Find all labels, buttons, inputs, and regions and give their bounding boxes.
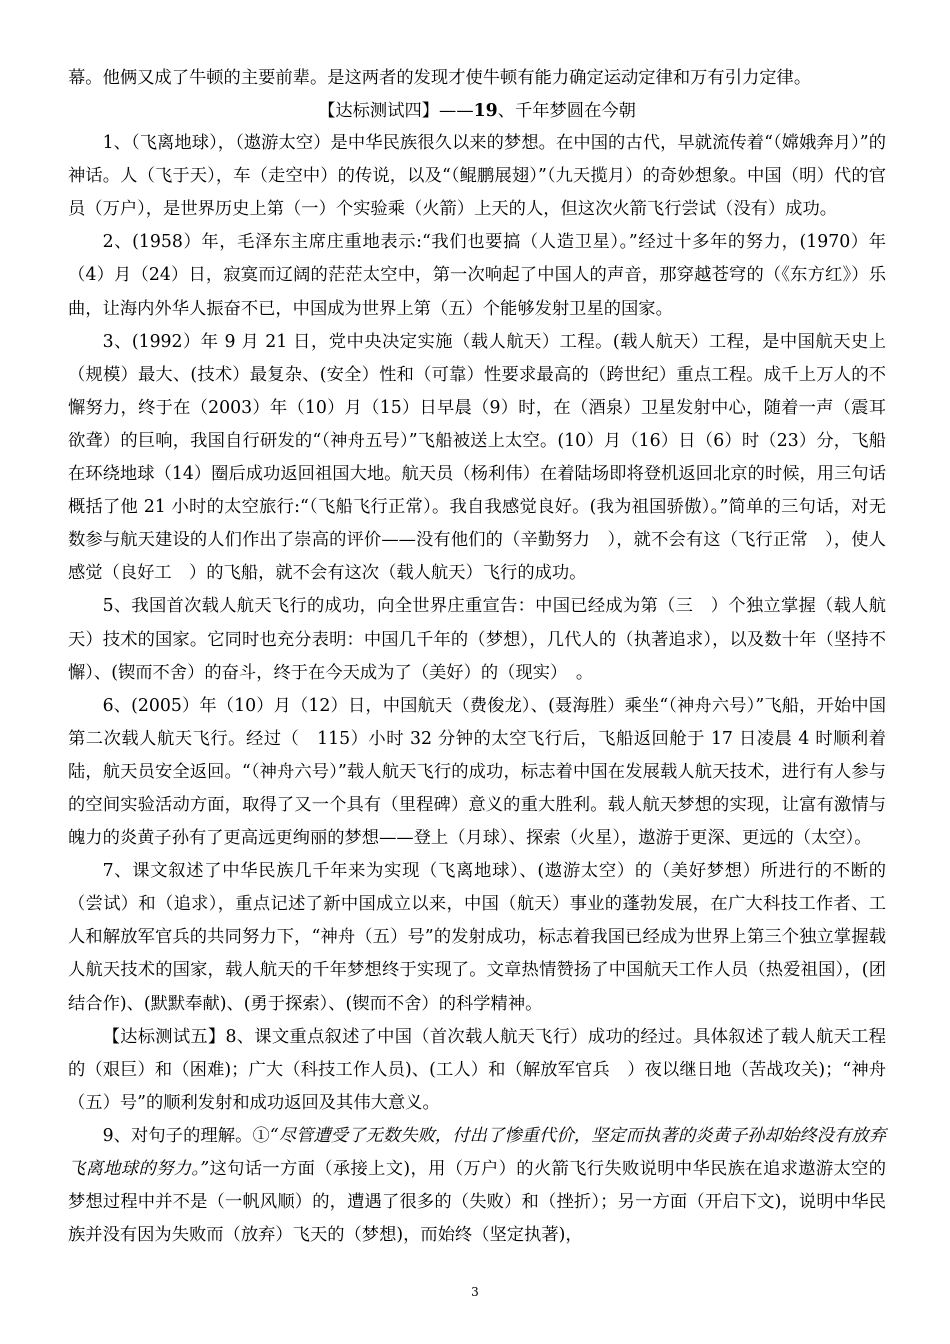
document-body xyxy=(68,62,886,1252)
paragraph-9 xyxy=(68,1120,886,1252)
title-bracket: 【达标测试四】 xyxy=(318,101,440,122)
paragraph-8: 【达标测试五】8、课文重点叙述了中国（首次载人航天飞行）成功的经过。具体叙述了载人航天工程的（艰巨）和（困难)；广大（科技工作人员)、(工人）和（解放军官兵 ）夜以继日地（苦战攻关)；“神舟（五）号”的顺利发射和成功返回及其伟大意义。 xyxy=(68,1026,886,1113)
paragraph-7: 7、课文叙述了中华民族几千年来为实现（飞离地球）、(遨游太空）的（美好梦想）所进行的不断的（尝试）和（追求），重点记述了新中国成立以来，中国（航天）事业的蓬勃发展，在广大科技工作者、工人和解放军官兵的共同努力下，“神舟（五）号”的发射成功，标志着我国已经成为世界上第三个独立掌握载人航天技术的国家，载人航天的千年梦想终于实现了。文章热情赞扬了中国航天工作人员（热爱祖国），(团结合作)、(默默奉献)、(勇于探索）、(锲而不舍）的科学精神。 xyxy=(68,861,886,1014)
title-dash: —— xyxy=(439,101,474,122)
paragraph-2: 2、(1958）年，毛泽东主席庄重地表示:“我们也要搞（人造卫星）。”经过十多年的努力，(1970）年（4）月（24）日，寂寞而辽阔的茫茫太空中，第一次响起了中国人的声音，那穿越苍穹的（《东方红》）乐曲，让海内外华人振奋不已，中国成为世界上第（五）个能够发射卫星的国家。 xyxy=(68,232,886,319)
page-number: 3 xyxy=(471,1285,479,1299)
paragraph-9-quote: “尽管遭受了无数失败，付出了惨重代价，坚定而执著的炎黄子孙却始终没有放弃飞离地球的努力。” xyxy=(68,1125,887,1179)
paragraph-3: 3、(1992）年 9 月 21 日，党中央决定实施（载人航天）工程。(载人航天）工程，是中国航天史上（规模）最大、(技术）最复杂、(安全）性和（可靠）性要求最高的（跨世纪）重点工程。成千上万人的不懈努力，终于在（2003）年（10）月（15）日早晨（9）时，在（酒泉）卫星发射中心，随着一声（震耳欲聋）的巨响，我国自行研发的“（神舟五号）”飞船被送上太空。(10）月（16）日（6）时（23）分，飞船在环绕地球（14）圈后成功返回祖国大地。航天员（杨利伟）在着陆场即将登机返回北京的时候，用三句话概括了他 21 小时的太空旅行:“（飞船飞行正常）。我自我感觉良好。(我为祖国骄傲）。”简单的三句话，对无数参与航天建设的人们作出了崇高的评价——没有他们的（辛勤努力 ），就不会有这（飞行正常 ），使人感觉（良好工 ）的飞船，就不会有这次（载人航天）飞行的成功。 xyxy=(68,331,886,584)
intro-paragraph: 幕。他俩又成了牛顿的主要前辈。是这两者的发现才使牛顿有能力确定运动定律和万有引力定律。 xyxy=(68,68,812,88)
paragraph-5: 5、我国首次载人航天飞行的成功，向全世界庄重宣告：中国已经成为第（三 ）个独立掌握（载人航天）技术的国家。它同时也充分表明：中国几千年的（梦想），几代人的（执著追求），以及数十年（坚持不懈）、(锲而不舍）的奋斗，终于在今天成为了（美好）的（现实） 。 xyxy=(68,596,886,683)
title-text: 、千年梦圆在今朝 xyxy=(497,101,636,122)
section-title xyxy=(68,95,886,127)
title-number: 19 xyxy=(473,101,498,122)
paragraph-9-body: 这句话一方面（承接上文)，用（万户）的火箭飞行失败说明中华民族在追求遨游太空的梦想过程中并不是（一帆风顺）的，遭遇了很多的（失败）和（挫折）；另一方面（开启下文)，说明中华民族并没有因为失败而（放弃）飞天的（梦想)，而始终（坚定执著)， xyxy=(68,1159,886,1246)
paragraph-1: 1、（飞离地球），（遨游太空）是中华民族很久以来的梦想。在中国的古代，早就流传着“（嫦娥奔月）”的神话。人（飞于天），车（走空中）的传说，以及“（鲲鹏展翅）”（九天揽月）的奇妙想象。中国（明）代的官员（万户），是世界历史上第（一）个实验乘（火箭）上天的人，但这次火箭飞行尝试（没有）成功。 xyxy=(68,133,886,220)
paragraph-9-lead: 9、对句子的理解。① xyxy=(102,1125,270,1146)
paragraph-6: 6、(2005）年（10）月（12）日，中国航天（费俊龙）、(聂海胜）乘坐“（神舟六号）”飞船，开始中国第二次载人航天飞行。经过（ 115）小时 32 分钟的太空飞行后，飞船返回舱于 17 日凌晨 4 时顺利着陆，航天员安全返回。“（神舟六号）”载人航天飞行的成功，标志着中国在发展载人航天技术，进行有人参与的空间实验活动方面，取得了又一个具有（里程碑）意义的重大胜利。载人航天梦想的实现，让富有激情与魄力的炎黄子孙有了更高远更绚丽的梦想——登上（月球）、探索（火星），遨游于更深、更远的（太空）。 xyxy=(68,695,886,849)
